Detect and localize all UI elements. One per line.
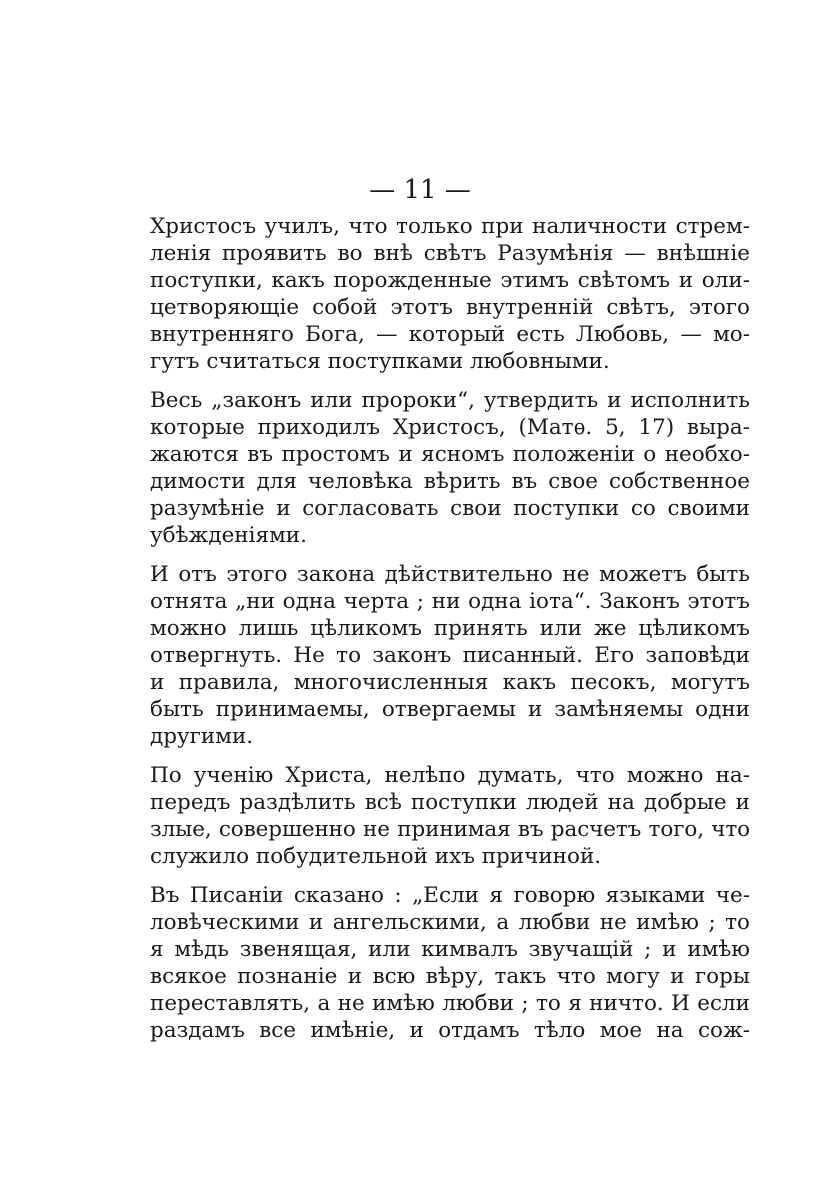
text-line: поступки, какъ порожденные этимъ свѣтомъ и оли- <box>150 268 750 293</box>
text-line: передъ раздѣлить всѣ поступки людей на добрые и <box>150 790 750 815</box>
paragraph-2 <box>150 387 750 549</box>
text-line: раздамъ все имѣніе, и отдамъ тѣло мое на сож- <box>150 1018 750 1043</box>
text-line: гутъ считаться поступками любовными. <box>150 349 610 374</box>
paragraph-4 <box>150 762 750 870</box>
text-line: жаются въ простомъ и ясномъ положеніи о необхо- <box>150 442 750 467</box>
paragraph-5 <box>150 882 750 1044</box>
text-line: другими. <box>150 724 254 749</box>
text-line: ленія проявить во внѣ свѣтъ Разумѣнія — внѣшніе <box>150 241 750 266</box>
text-line: и правила, многочисленныя какъ песокъ, могутъ <box>150 670 750 695</box>
text-line: переставлять, а не имѣю любви ; то я ничто. И если <box>150 991 750 1016</box>
text-line: цетворяющіе собой этотъ внутренній свѣтъ, этого <box>150 295 750 320</box>
text-line: По ученію Христа, нелѣпо думать, что можно на- <box>150 763 750 788</box>
text-line: ловѣческими и ангельскими, а любви не имѣю ; то <box>150 910 750 935</box>
text-line: Въ Писаніи сказано : „Если я говорю языками че- <box>150 883 750 908</box>
text-line: разумѣніе и согласовать свои поступки со своими <box>150 496 750 521</box>
text-line: отнята „ни одна черта ; ни одна іота“. Законъ этотъ <box>150 589 750 614</box>
text-line: отвергнуть. Не то законъ писанный. Его заповѣди <box>150 643 750 668</box>
text-line: я мѣдь звенящая, или кимвалъ звучащій ; и имѣю <box>150 937 750 962</box>
text-line: Весь „законъ или пророки“, утвердить и исполнить <box>150 388 750 413</box>
text-line: внутренняго Бога, — который есть Любовь, — мо- <box>150 322 750 347</box>
text-line: всякое познаніе и всю вѣру, такъ что могу и горы <box>150 964 750 989</box>
text-line: можно лишь цѣликомъ принять или же цѣликомъ <box>150 616 750 641</box>
text-line: И отъ этого закона дѣйствительно не можетъ быть <box>150 562 750 587</box>
body-text <box>150 213 750 1044</box>
paragraph-1 <box>150 213 750 375</box>
text-line: злые, совершенно не принимая въ расчетъ того, что <box>150 817 750 842</box>
text-line: убѣжденіями. <box>150 523 307 548</box>
paragraph-3 <box>150 561 750 750</box>
text-line: служило побудительной ихъ причиной. <box>150 844 602 869</box>
text-line: димости для человѣка вѣрить въ свое собственное <box>150 469 750 494</box>
page-number: — 11 — <box>369 175 471 205</box>
text-line: быть принимаемы, отвергаемы и замѣняемы одни <box>150 697 750 722</box>
text-line: Христосъ училъ, что только при наличности стрем- <box>150 214 750 239</box>
text-line: которые приходилъ Христосъ, (Матѳ. 5, 17) выра- <box>150 415 750 440</box>
